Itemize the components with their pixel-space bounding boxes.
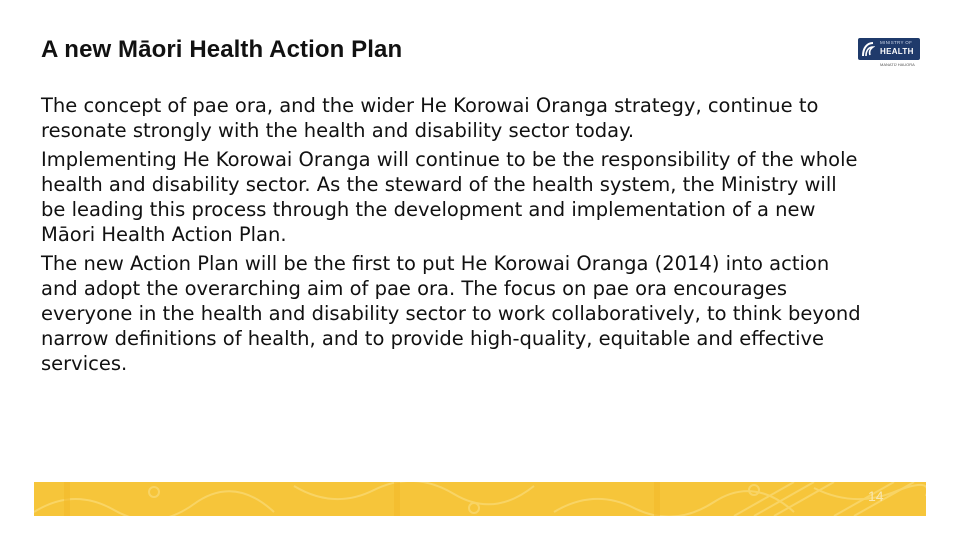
footer-pattern [34,482,926,516]
paragraph-3: The new Action Plan will be the first to put He Korowai Oranga (2014) into action and adopt the overarching aim of pae ora. The focus on pae ora encourages everyone in the health and disability sector to work collaboratively, to think beyond narrow definitions of health, and to provide high-quality, equitable and effective services. [41,252,861,375]
logo-subtitle: MANATŪ HAUORA [880,62,915,67]
ministry-of-health-logo [858,38,920,70]
slide-title: A new Māori Health Action Plan [41,36,403,63]
slide-body [41,93,861,380]
logo-box [858,38,920,60]
page-number: 14 [868,488,884,504]
logo-health-text: HEALTH [880,47,914,56]
footer-pattern-band [34,482,926,516]
paragraph-1: The concept of pae ora, and the wider He Korowai Oranga strategy, continue to resonate strongly with the health and disability sector today. [41,94,819,142]
koru-icon [861,40,875,58]
paragraph-2: Implementing He Korowai Oranga will continue to be the responsibility of the whole health and disability sector. As the steward of the health system, the Ministry will be leading this process through the development and implementation of a new Māori Health Action Plan. [41,148,858,246]
logo-ministry-text: MINISTRY OF [880,40,913,45]
